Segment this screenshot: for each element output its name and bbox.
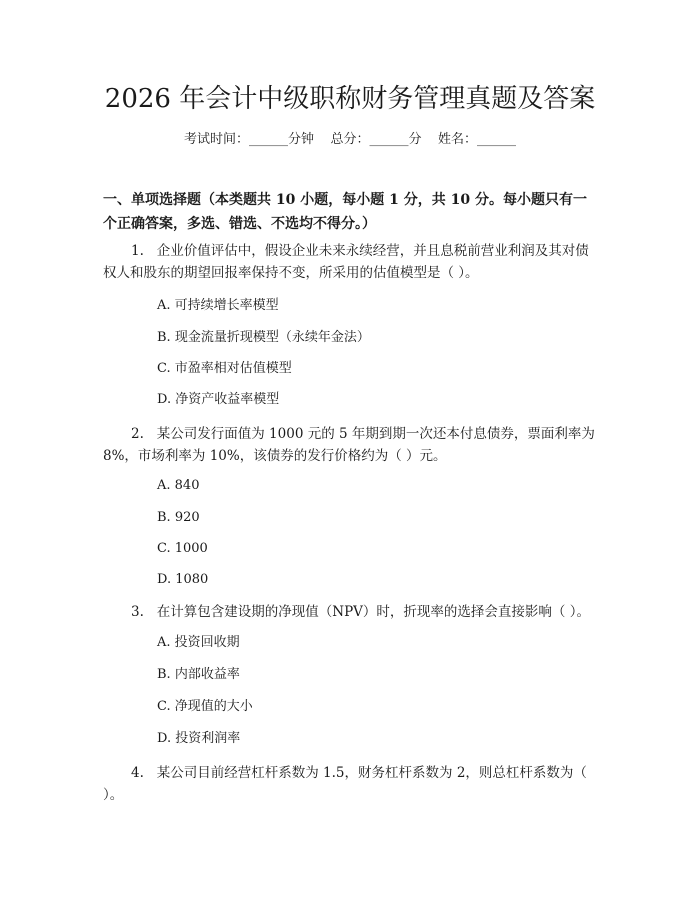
question-text: 在计算包含建设期的净现值（NPV）时，折现率的选择会直接影响（ ）。 xyxy=(156,604,590,620)
question-1 xyxy=(103,240,598,284)
exam-info-line: 考试时间：______分钟 总分：______分 姓名：______ xyxy=(183,132,517,147)
question-text: 某公司目前经营杠杆系数为 1.5，财务杠杆系数为 2，则总杠杆系数为（ ）。 xyxy=(103,765,587,803)
question-number: 3. xyxy=(131,604,144,620)
document-title: 2026 年会计中级职称财务管理真题及答案 xyxy=(104,84,596,114)
section-heading: 一、单项选择题（本类题共 10 小题，每小题 1 分，共 10 分。每小题只有一个正确答案，多选、错选、不选均不得分。） xyxy=(103,192,587,232)
question-number: 2. xyxy=(131,426,144,442)
option-b: B. 内部收益率 xyxy=(157,667,240,682)
option-d: D. 1080 xyxy=(157,572,209,587)
question-text: 某公司发行面值为 1000 元的 5 年期到期一次还本付息债券，票面利率为 8%，市场利率为 10%，该债券的发行价格约为（ ）元。 xyxy=(103,426,595,464)
option-d: D. 净资产收益率模型 xyxy=(157,392,280,407)
option-a: A. 840 xyxy=(157,478,200,493)
question-text: 企业价值评估中，假设企业未来永续经营，并且息税前营业利润及其对债权人和股东的期望回报率保持不变，所采用的估值模型是（ ）。 xyxy=(103,243,589,281)
question-3 xyxy=(103,601,598,623)
question-2 xyxy=(103,423,598,467)
option-c: C. 市盈率相对估值模型 xyxy=(157,361,292,376)
question-number: 1. xyxy=(131,243,144,259)
option-a: A. 投资回收期 xyxy=(157,635,240,650)
option-c: C. 1000 xyxy=(157,541,208,556)
option-c: C. 净现值的大小 xyxy=(157,699,253,714)
question-number: 4. xyxy=(131,765,144,781)
option-d: D. 投资利润率 xyxy=(157,731,241,746)
option-b: B. 920 xyxy=(157,510,200,525)
option-a: A. 可持续增长率模型 xyxy=(157,298,279,313)
option-b: B. 现金流量折现模型（永续年金法） xyxy=(157,330,370,345)
question-4 xyxy=(103,762,598,806)
